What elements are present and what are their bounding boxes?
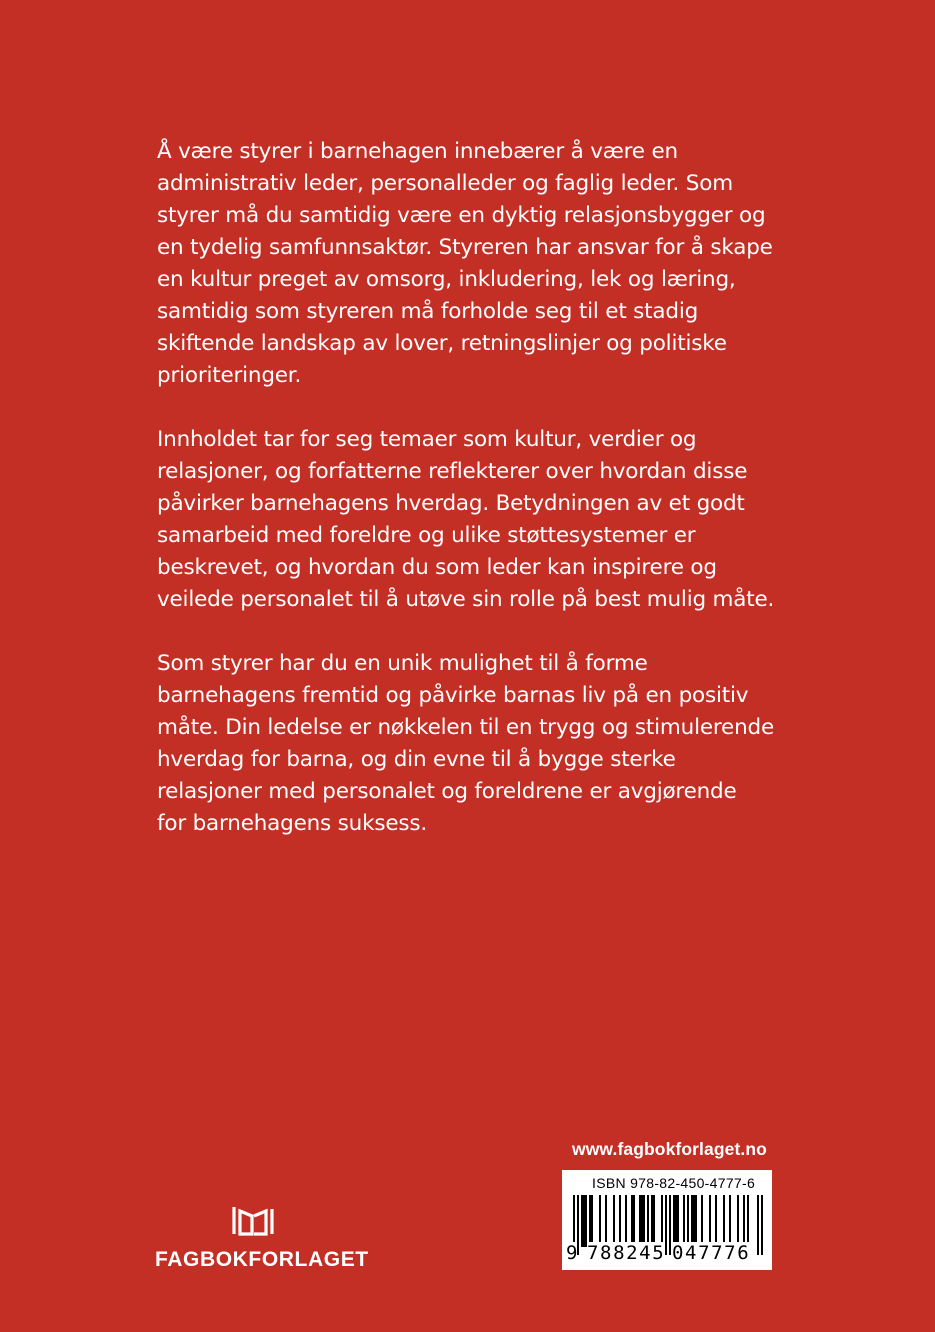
blurb-paragraph-1: Å være styrer i barnehagen innebærer å være en administrativ leder, personalleder og faglig leder. Som styrer må du samtidig være en dyktig relasjonsbygger og en tydelig samfunnsaktør. Styreren har ansvar for å skape en kultur preget av omsorg, inkludering, lek og læring, samtidig som styreren må forholde seg til et stadig skiftende landskap av lover, retningslinjer og politiske prioriteringer. [157, 139, 773, 388]
barcode-bar [665, 1195, 667, 1255]
barcode-bar [625, 1195, 627, 1247]
barcode-bar [691, 1195, 693, 1247]
barcode-bar [605, 1195, 607, 1247]
barcode-bar [669, 1195, 671, 1255]
barcode-bar [639, 1195, 641, 1247]
barcode-bar [651, 1195, 653, 1247]
barcode-bar [653, 1195, 655, 1247]
barcode-left-digits: 788245 [587, 1242, 666, 1264]
publisher-website[interactable]: www.fagbokforlaget.no [572, 1139, 767, 1159]
blurb-paragraph-2: Innholdet tar for seg temaer som kultur, verdier og relasjoner, og forfatterne reflekterer over hvordan disse påvirker barnehagens hverdag. Betydningen av et godt samarbeid med foreldre og ulike støttesystemer er beskrevet, og hvordan du som leder kan inspirere og veilede personalet til å utøve sin rolle på best mulig måte. [157, 427, 775, 612]
publisher-name: FAGBOKFORLAGET [155, 1248, 369, 1271]
barcode-bar [643, 1195, 645, 1247]
barcode-bar [715, 1195, 717, 1247]
barcode-bar [729, 1195, 731, 1247]
barcode-bar [693, 1195, 695, 1247]
barcode-bar [591, 1195, 593, 1247]
isbn-barcode [562, 1170, 772, 1270]
barcode-bar [673, 1195, 675, 1247]
barcode-bar [585, 1195, 587, 1247]
barcode-bar [723, 1195, 725, 1247]
barcode-bar [633, 1195, 635, 1247]
barcode-bar [747, 1195, 749, 1247]
barcode-bar [641, 1195, 643, 1247]
barcode-bar [683, 1195, 685, 1247]
barcode-bar [581, 1195, 583, 1247]
barcode-bar [761, 1195, 763, 1255]
barcode-bar [589, 1195, 591, 1247]
barcode-right-digits: 047776 [672, 1242, 751, 1264]
barcode-bar [647, 1195, 649, 1247]
blurb-paragraph-3: Som styrer har du en unik mulighet til å forme barnehagens fremtid og påvirke barnas liv på en positiv måte. Din ledelse er nøkkelen til en trygg og stimulerende hverdag for barna, og din evne til å bygge sterke relasjoner med personalet og foreldrene er avgjørende for barnehagens suksess. [157, 651, 774, 836]
barcode-bar [695, 1195, 697, 1247]
isbn-label: ISBN 978-82-450-4777-6 [592, 1175, 756, 1191]
barcode-bar [675, 1195, 677, 1247]
barcode-bar [757, 1195, 759, 1255]
book-logo-icon [231, 1205, 275, 1237]
barcode-bar [687, 1195, 689, 1247]
barcode-bar [613, 1195, 615, 1247]
barcode-lead-digit: 9 [566, 1242, 578, 1264]
barcode-bar [583, 1195, 585, 1247]
barcode-bar [599, 1195, 601, 1247]
back-cover-blurb [157, 136, 782, 872]
barcode-bar [677, 1195, 679, 1247]
barcode-bar [743, 1195, 745, 1247]
barcode-bar [709, 1195, 711, 1247]
barcode-bar [619, 1195, 621, 1247]
barcode-bar [701, 1195, 703, 1247]
barcode-bar [737, 1195, 739, 1247]
barcode-bar [661, 1195, 663, 1247]
publisher-logo [155, 1205, 369, 1272]
barcode-bar [631, 1195, 633, 1247]
